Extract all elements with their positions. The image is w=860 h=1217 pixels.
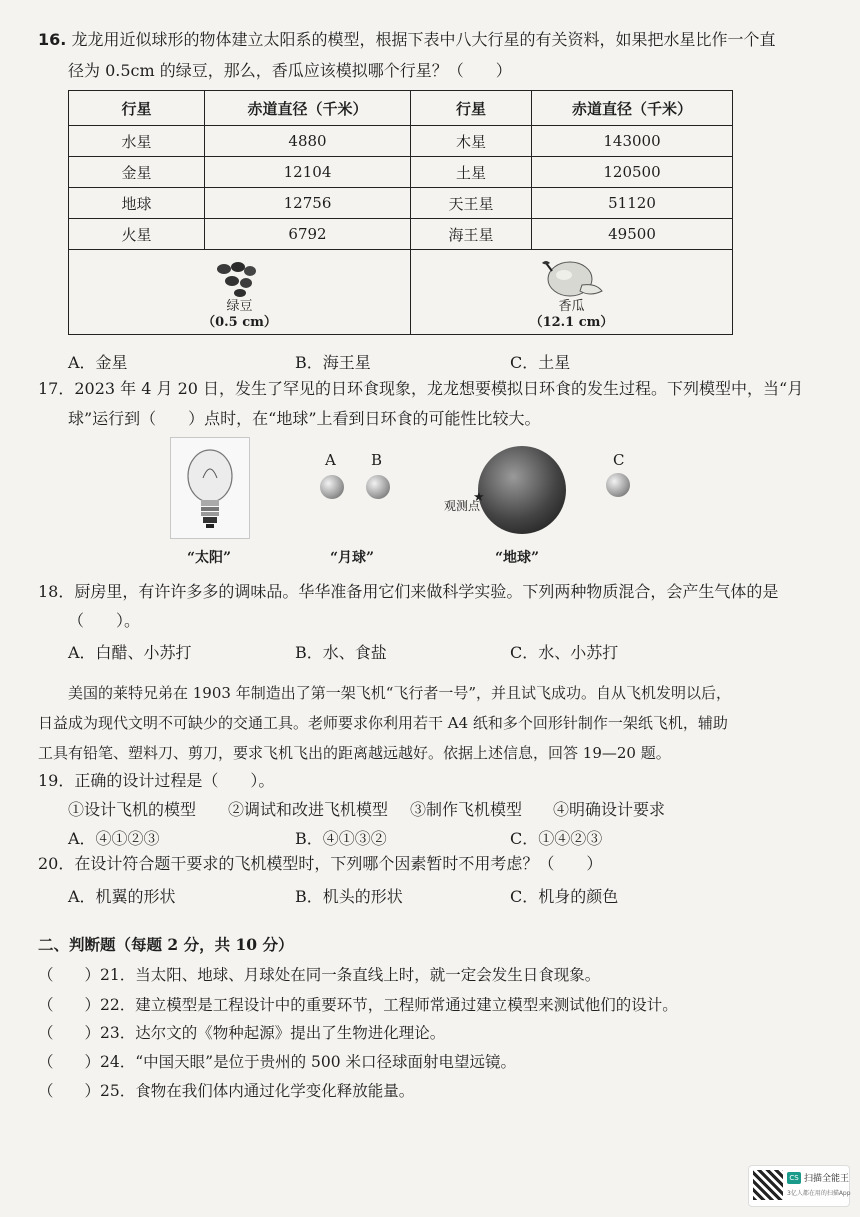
earth-label: “地球” xyxy=(495,550,540,566)
q18-option-b[interactable]: B．水、食盐 xyxy=(295,643,387,662)
table-cell: 金星 xyxy=(69,157,205,188)
point-a-label: A xyxy=(325,451,336,469)
point-b-label: B xyxy=(371,451,383,469)
melon-image xyxy=(532,255,612,299)
table-header: 行星 xyxy=(411,91,532,126)
q16-option-b[interactable]: B．海王星 xyxy=(295,353,371,372)
passage-line1: 美国的莱特兄弟在 1903 年制造出了第一架飞机“飞行者一号”，并且试飞成功。自从飞机发明以后， xyxy=(68,684,732,702)
moon-position-b[interactable] xyxy=(366,475,390,499)
table-cell: 12104 xyxy=(205,157,411,188)
table-cell: 海王星 xyxy=(411,219,532,250)
star-icon: ★ xyxy=(473,490,485,505)
q16-option-c[interactable]: C．土星 xyxy=(510,353,571,372)
point-c-label: C xyxy=(613,451,625,469)
table-cell: 51120 xyxy=(532,188,733,219)
q19-step-4: ④明确设计要求 xyxy=(553,800,666,819)
table-cell: 天王星 xyxy=(411,188,532,219)
qr-code-icon xyxy=(753,1170,783,1200)
table-header-row xyxy=(69,91,733,126)
sun-bulb-image xyxy=(170,437,250,539)
table-cell: 土星 xyxy=(411,157,532,188)
judge-item-21: （ ）21．当太阳、地球、月球处在同一条直线上时，就一定会发生日食现象。 xyxy=(38,966,601,984)
table-cell: 49500 xyxy=(532,219,733,250)
passage-line2: 日益成为现代文明不可缺少的交通工具。老师要求你利用若干 A4 纸和多个回形针制作一架纸飞机，辅助 xyxy=(38,714,728,732)
moon-label: “月球” xyxy=(330,550,375,566)
q18-line2: （ ）。 xyxy=(68,611,141,630)
section2-title: 二、判断题（每题 2 分，共 10 分） xyxy=(38,935,294,954)
passage-line3: 工具有铅笔、塑料刀、剪刀，要求飞机飞出的距离越远越好。依据上述信息，回答 19—20 题。 xyxy=(38,744,671,762)
judge-item-23: （ ）23．达尔文的《物种起源》提出了生物进化理论。 xyxy=(38,1024,446,1042)
table-row xyxy=(69,188,733,219)
moon-position-c[interactable] xyxy=(606,473,630,497)
q19-step-2: ②调试和改进飞机模型 xyxy=(228,800,389,819)
q19-step-1: ①设计飞机的模型 xyxy=(68,800,197,819)
earth-globe-image xyxy=(478,446,566,534)
judge-item-24: （ ）24．“中国天眼”是位于贵州的 500 米口径球面射电望远镜。 xyxy=(38,1053,517,1071)
table-header: 赤道直径（千米） xyxy=(532,91,733,126)
table-cell: 火星 xyxy=(69,219,205,250)
q17-line1: 17．2023 年 4 月 20 日，发生了罕见的日环食现象，龙龙想要模拟日环食的发生过程。下列模型中，当“月 xyxy=(38,379,804,398)
table-cell: 120500 xyxy=(532,157,733,188)
q18-option-c[interactable]: C．水、小苏打 xyxy=(510,643,619,662)
melon-cell xyxy=(411,250,733,335)
q18-option-a[interactable]: A．白醋、小苏打 xyxy=(68,643,192,662)
q20-option-b[interactable]: B．机头的形状 xyxy=(295,887,403,906)
q20-stem: 20．在设计符合题干要求的飞机模型时，下列哪个因素暂时不用考虑？（ ） xyxy=(38,854,603,873)
mung-bean-image xyxy=(210,257,270,299)
q16-number: 16. xyxy=(38,30,67,49)
table-cell: 4880 xyxy=(205,126,411,157)
bean-size: （0.5 cm） xyxy=(202,315,277,330)
q19-stem: 19．正确的设计过程是（ ）。 xyxy=(38,771,275,790)
q16-option-a[interactable]: A．金星 xyxy=(68,353,128,372)
q19-option-a[interactable]: A．④①②③ xyxy=(68,829,160,848)
table-cell: 6792 xyxy=(205,219,411,250)
table-row xyxy=(69,219,733,250)
light-bulb-icon xyxy=(171,438,249,538)
table-header: 行星 xyxy=(69,91,205,126)
table-cell: 水星 xyxy=(69,126,205,157)
table-cell: 12756 xyxy=(205,188,411,219)
q16-stem-1: 龙龙用近似球形的物体建立太阳系的模型，根据下表中八大行星的有关资料，如果把水星比作一个直 xyxy=(71,30,776,49)
q19-option-c[interactable]: C．①④②③ xyxy=(510,829,603,848)
q16-line2: 径为 0.5cm 的绿豆，那么，香瓜应该模拟哪个行星？（ ） xyxy=(68,61,512,80)
q20-option-a[interactable]: A．机翼的形状 xyxy=(68,887,176,906)
melon-size: （12.1 cm） xyxy=(529,315,614,330)
q18-line1: 18．厨房里，有许许多多的调味品。华华准备用它们来做科学实验。下列两种物质混合，会产生气体的是 xyxy=(38,582,779,601)
scanner-logo-icon: CS xyxy=(787,1172,801,1184)
sun-label: “太阳” xyxy=(187,550,232,566)
q17-line2: 球”运行到（ ）点时，在“地球”上看到日环食的可能性比较大。 xyxy=(68,409,541,428)
observe-point-label: 观测点 xyxy=(444,499,481,513)
table-row xyxy=(69,157,733,188)
bean-label: 绿豆 xyxy=(226,299,253,314)
bean-cell xyxy=(69,250,411,335)
table-cell: 地球 xyxy=(69,188,205,219)
scanner-tagline: 3亿人都在用的扫描App xyxy=(787,1190,851,1197)
table-header: 赤道直径（千米） xyxy=(205,91,411,126)
q16-line1 xyxy=(38,27,775,53)
q20-option-c[interactable]: C．机身的颜色 xyxy=(510,887,619,906)
judge-item-25: （ ）25．食物在我们体内通过化学变化释放能量。 xyxy=(38,1082,415,1100)
scanner-app-name: 扫描全能王 xyxy=(804,1174,850,1184)
scanner-badge xyxy=(748,1165,850,1207)
table-cell: 木星 xyxy=(411,126,532,157)
q19-step-3: ③制作飞机模型 xyxy=(410,800,523,819)
q19-option-b[interactable]: B．④①③② xyxy=(295,829,387,848)
moon-position-a[interactable] xyxy=(320,475,344,499)
melon-label: 香瓜 xyxy=(558,299,585,314)
table-row xyxy=(69,126,733,157)
planet-table xyxy=(68,90,733,335)
judge-item-22: （ ）22．建立模型是工程设计中的重要环节，工程师常通过建立模型来测试他们的设计。 xyxy=(38,996,678,1014)
table-cell: 143000 xyxy=(532,126,733,157)
table-image-row xyxy=(69,250,733,335)
